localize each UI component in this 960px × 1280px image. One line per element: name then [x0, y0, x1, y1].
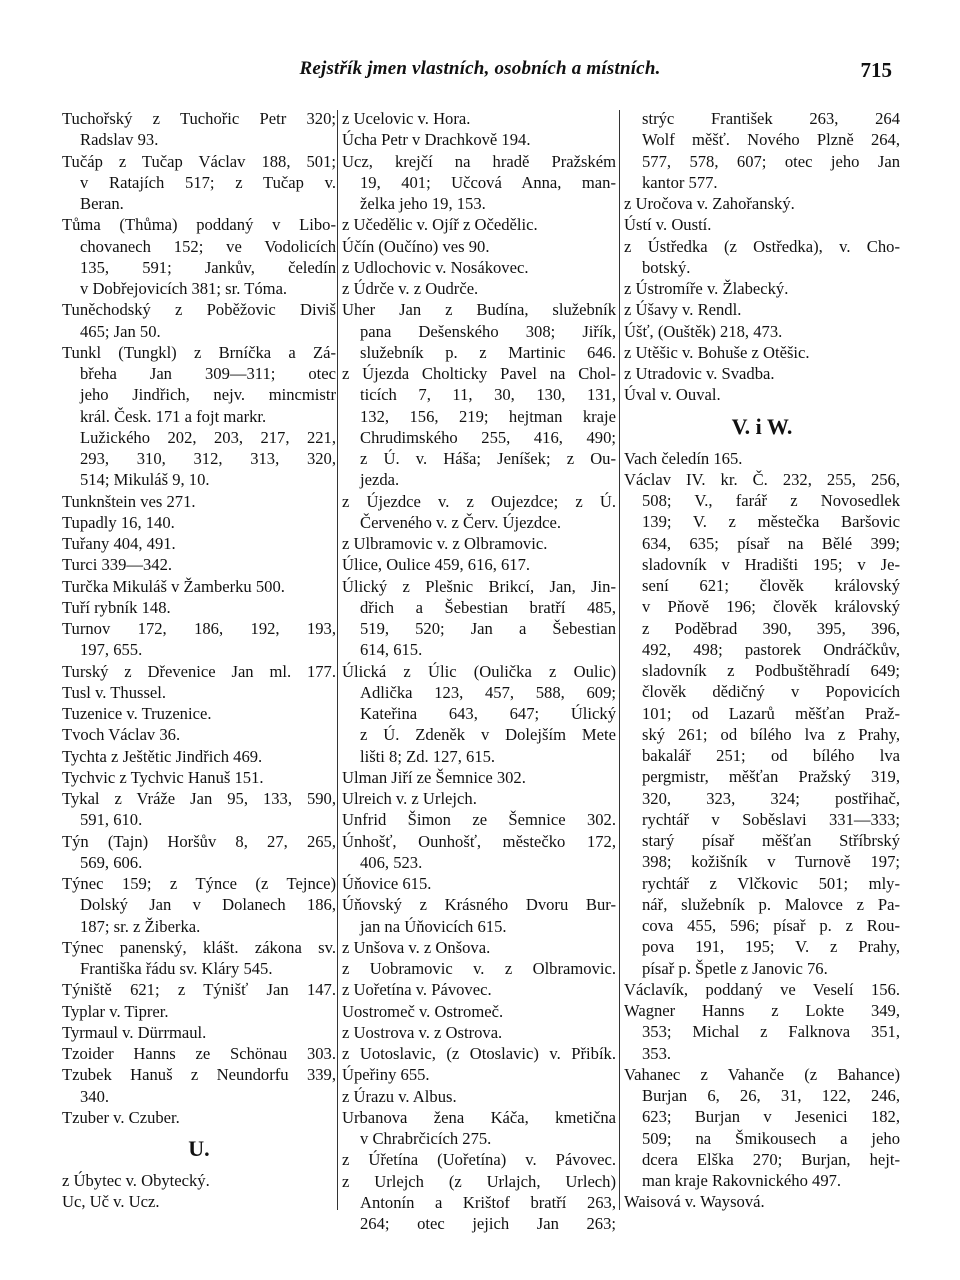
page-number: 715	[860, 58, 892, 82]
index-entry-continuation: želka jeho 19, 153.	[360, 194, 486, 213]
index-entry-continuation: 569, 606.	[80, 852, 143, 872]
index-entry-continuation: v Ratajích 517; z Tučap v.	[80, 172, 336, 192]
index-entry: z Utěšic v. Bohuše z Otěšic.	[624, 342, 810, 362]
index-entry-continuation: služebník p. z Martinic 646.	[360, 342, 616, 362]
index-entry-continuation: člověk dědičný v Popovicích	[642, 682, 900, 702]
index-entry-continuation: 634, 635; písař na Bělé 399;	[642, 533, 900, 553]
index-entry: Turci 339—342.	[62, 555, 173, 575]
index-entry: Václav IV. kr. Č. 232, 255, 256,	[624, 469, 900, 489]
index-entry: Tupadly 16, 140.	[62, 512, 175, 532]
index-entry: Turnov 172, 186, 192, 193,	[62, 619, 336, 638]
index-entry: Tůma (Thůma) poddaný v Libo-	[62, 215, 336, 235]
index-entry-continuation: man kraje Rakovnického 497.	[642, 1171, 842, 1190]
index-entry-continuation: 465; Jan 50.	[80, 321, 161, 341]
index-entry-continuation: 135, 591; Jankův, čeledín	[80, 257, 336, 277]
index-entry: Waisová v. Waysová.	[624, 1192, 765, 1212]
index-entry-continuation: Františka řádu sv. Kláry 545.	[80, 959, 273, 978]
index-entry: z Uobramovic v. z Olbramovic.	[342, 959, 616, 978]
index-entry-continuation: jezda.	[360, 470, 400, 490]
index-entry-continuation: strýc František 263, 264	[642, 109, 900, 128]
index-entry: Tusl v. Thussel.	[62, 682, 167, 702]
index-entry-continuation: 264; otec jejich Jan 263;	[360, 1214, 616, 1233]
index-entry: Turčka Mikuláš v Žamberku 500.	[62, 576, 285, 596]
index-entry-continuation: 519, 520; Jan a Šebestian	[360, 619, 616, 638]
index-entry-continuation: v Dobřejovicích 381; sr. Tóma.	[80, 279, 288, 298]
index-entry: z Újezdce v. z Oujezdce; z Ú.	[342, 491, 616, 511]
index-entry: Uostromeč v. Ostromeč.	[342, 1001, 504, 1021]
index-entry: Úňovský z Krásného Dvoru Bur-	[342, 895, 616, 915]
running-title: Rejstřík jmen vlastních, osobních a místních.	[299, 58, 661, 79]
index-entry: Úpeřiny 655.	[342, 1065, 430, 1085]
index-entry-continuation: 340.	[80, 1086, 110, 1106]
index-entry: Úlice, Oulice 459, 616, 617.	[342, 555, 531, 575]
index-entry: Tyrmaul v. Dürrmaul.	[62, 1022, 207, 1042]
index-entry: Tuněchodský z Poběžovic Diviš	[62, 300, 336, 320]
index-entry: Týniště 621; z Týnišť Jan 147.	[62, 980, 336, 1000]
index-entry-continuation: Dolský Jan v Dolanech 186,	[80, 895, 336, 915]
index-entry-continuation: 577, 578, 607; otec jeho Jan	[642, 151, 900, 171]
index-entry-continuation: 139; V. z městečka Baršovic	[642, 512, 900, 532]
index-entry: Tuří rybník 148.	[62, 597, 171, 617]
index-entry: Uher Jan z Budína, služebník	[342, 300, 616, 320]
index-entry: Vahanec z Vahanče (z Bahance)	[624, 1064, 900, 1084]
index-entry: Úšť, (Ouštěk) 218, 473.	[624, 321, 783, 341]
index-entry-continuation: 406, 523.	[360, 852, 423, 872]
index-entry: Únhošť, Ounhošť, městečko 172,	[342, 831, 616, 851]
index-entry: Úval v. Ouval.	[624, 385, 721, 405]
index-entry: Týnec panenský, klášt. zákona sv.	[62, 937, 336, 957]
index-entry: z Učedělic v. Ojíř z Očedělic.	[342, 215, 538, 235]
index-entry: z Ucelovic v. Hora.	[342, 109, 471, 128]
index-entry: z Úbytec v. Obytecký.	[62, 1171, 210, 1190]
index-entry: Tzuber v. Czuber.	[62, 1107, 180, 1127]
index-entry-continuation: rychtář v Soběslavi 331—333;	[642, 809, 900, 829]
index-entry: Úlická z Úlic (Oulička z Oulic)	[342, 661, 616, 681]
index-entry: Tunknštein ves 271.	[62, 491, 196, 511]
index-entry: z Újezda Cholticky Pavel na Chol-	[342, 364, 616, 383]
index-entry-continuation: ticích 7, 11, 30, 130, 131,	[360, 385, 616, 405]
index-entry: Tuchořský z Tuchořic Petr 320;	[62, 109, 336, 128]
index-entry-continuation: 101; od Lazarů měšťan Praž-	[642, 703, 900, 723]
index-entry-continuation: Adlička 123, 457, 588, 609;	[360, 682, 616, 702]
index-entry-continuation: 132, 156, 219; hejtman kraje	[360, 406, 616, 426]
index-entry-continuation: Kateřina 643, 647; Úlický	[360, 704, 616, 723]
index-entry-continuation: pova 191, 195; V. z Prahy,	[642, 937, 900, 957]
index-entry-continuation: Beran.	[80, 194, 124, 213]
index-entry-continuation: sladovník z Podbuštěhradí 649;	[642, 661, 900, 680]
index-entry: Tučáp z Tučap Václav 188, 501;	[62, 151, 336, 171]
index-entry-continuation: botský.	[642, 257, 691, 277]
index-entry: Tvoch Václav 36.	[62, 725, 181, 745]
index-entry-continuation: Burjan 6, 26, 31, 122, 246,	[642, 1086, 900, 1105]
index-entry: Václavík, poddaný ve Veselí 156.	[624, 979, 900, 999]
index-entry-continuation: 293, 310, 312, 313, 320,	[80, 449, 336, 468]
index-entry: Účín (Oučíno) ves 90.	[342, 236, 490, 256]
index-entry-continuation: rychtář z Vlčkovic 501; mly-	[642, 873, 900, 893]
index-entry-continuation: jan na Úňovicích 615.	[360, 916, 507, 936]
index-entry: Úcha Petr v Drachkově 194.	[342, 130, 531, 150]
index-entry-continuation: cova 455, 596; písař p. z Rou-	[642, 916, 900, 935]
index-entry: Tychvic z Tychvic Hanuš 151.	[62, 767, 264, 787]
index-entry: z Utradovic v. Svadba.	[624, 364, 775, 383]
index-entry-continuation: Lužického 202, 203, 217, 221,	[80, 427, 336, 447]
index-entry-continuation: 398; kožišník v Turnově 197;	[642, 852, 900, 872]
index-entry: z Unšova v. z Onšova.	[342, 937, 491, 957]
index-entry-continuation: 623; Burjan v Jesenici 182,	[642, 1107, 900, 1127]
index-entry: Unfrid Šimon ze Šemnice 302.	[342, 810, 616, 830]
index-entry-continuation: dcera Elška 270; Burjan, hejt-	[642, 1149, 900, 1169]
index-entry-continuation: z Ú. v. Háša; Jeníšek; z Ou-	[360, 449, 616, 468]
index-entry: z Uostrova v. z Ostrova.	[342, 1022, 503, 1042]
index-entry: z Ulbramovic v. z Olbramovic.	[342, 534, 548, 553]
index-entry: Urbanova žena Káča, kmetična	[342, 1107, 616, 1127]
index-entry-continuation: břeha Jan 309—311; otec	[80, 364, 336, 383]
index-entry-continuation: 320, 323, 324; postřihač,	[642, 788, 900, 808]
index-entry-continuation: v Pňově 196; člověk královský	[642, 597, 900, 617]
index-entry: Tykal z Vráže Jan 95, 133, 590,	[62, 789, 336, 808]
index-entry-continuation: 508; V., farář z Novosedlek	[642, 491, 900, 510]
index-entry-continuation: dřich a Šebestian bratří 485,	[360, 597, 616, 617]
index-entry: z Urlejch (z Urlajch, Urlech)	[342, 1171, 616, 1191]
index-entry: Typlar v. Tiprer.	[62, 1001, 169, 1021]
index-entry-continuation: Antonín a Krištof bratří 263,	[360, 1192, 616, 1212]
index-entry-continuation: Wolf měšť. Nového Plzně 264,	[642, 130, 900, 150]
index-entry: z Úrazu v. Albus.	[342, 1086, 457, 1106]
index-column-3	[624, 108, 900, 1280]
index-entry-continuation: pergmistr, měšťan Pražský 319,	[642, 767, 900, 787]
index-entry: Tychta z Ještětic Jindřich 469.	[62, 746, 263, 766]
index-entry: Tuřany 404, 491.	[62, 534, 176, 553]
index-entry: z Udlochovic v. Nosákovec.	[342, 257, 529, 277]
index-entry: Uc, Uč v. Ucz.	[62, 1192, 160, 1212]
index-entry: z Údrče v. z Oudrče.	[342, 279, 479, 298]
index-entry-continuation: 353.	[642, 1043, 672, 1063]
index-entry-continuation: sladovník v Hradišti 195; v Je-	[642, 554, 900, 574]
index-entry-continuation: 19, 401; Učcová Anna, man-	[360, 172, 616, 192]
index-entry: Týn (Tajn) Horšův 8, 27, 265,	[62, 831, 336, 851]
index-entry-continuation: sení 621; člověk královský	[642, 576, 900, 595]
index-entry-continuation: jeho Jindřich, nejv. mincmistr	[80, 385, 336, 405]
index-entry: z Uročova v. Zahořanský.	[624, 194, 795, 213]
index-entry-continuation: kantor 577.	[642, 172, 718, 192]
index-entry: Tuzenice v. Truzenice.	[62, 704, 212, 723]
index-entry-continuation: pana Dešenského 308; Jiřík,	[360, 321, 616, 341]
index-entry-continuation: král. Česk. 171 a fojt markr.	[80, 406, 267, 426]
index-entry-continuation: chovanech 152; ve Vodolicích	[80, 236, 336, 256]
index-entry: Turský z Dřevenice Jan ml. 177.	[62, 661, 336, 681]
index-entry: Týnec 159; z Týnce (z Tejnce)	[62, 874, 336, 893]
index-entry-continuation: z Ú. Zdeněk v Dolejším Mete	[360, 725, 616, 745]
index-entry: Ulreich v. z Urlejch.	[342, 789, 477, 808]
index-entry: Ústí v. Oustí.	[624, 215, 712, 235]
index-entry: z Ústromíře v. Žlabecký.	[624, 279, 789, 298]
page-header	[62, 58, 898, 90]
index-entry: z Uořetína v. Pávovec.	[342, 980, 492, 1000]
index-entry-continuation: nář, služebník p. Malovce z Pa-	[642, 894, 900, 914]
section-letter-heading: U.	[188, 1136, 210, 1161]
index-entry-continuation: 353; Michal z Falknova 351,	[642, 1022, 900, 1042]
index-entry-continuation: starý písař měšťan Stříbrský	[642, 831, 900, 850]
index-column-1	[62, 108, 336, 1280]
index-entry-continuation: 591, 610.	[80, 810, 143, 830]
section-letter-heading: V. i W.	[731, 413, 793, 439]
index-entry-continuation: 509; na Šmikousech a jeho	[642, 1128, 900, 1148]
index-entry-continuation: lišti 8; Zd. 127, 615.	[360, 746, 496, 766]
index-entry: Úlický z Plešnic Brikcí, Jan, Jin-	[342, 576, 616, 596]
index-entry: z Uotoslavic, (z Otoslavic) v. Přibík.	[342, 1044, 616, 1063]
index-entry-continuation: 492, 498; pastorek Ondráčkův,	[642, 639, 900, 659]
index-entry-continuation: ský 261; od bílého lva z Prahy,	[642, 724, 900, 744]
index-entry: Tunkl (Tungkl) z Brníčka a Zá-	[62, 342, 336, 362]
index-entry-continuation: 187; sr. z Žiberka.	[80, 916, 201, 936]
index-entry-continuation: v Chrabrčicích 275.	[360, 1129, 492, 1148]
index-entry-continuation: 197, 655.	[80, 640, 143, 660]
index-entry-continuation: z Poděbrad 390, 395, 396,	[642, 618, 900, 638]
index-entry: Ucz, krejčí na hradě Pražském	[342, 151, 616, 171]
index-entry-continuation: bakalář 251; od bílého lva	[642, 746, 900, 765]
index-entry: Tzubek Hanuš z Neundorfu 339,	[62, 1065, 336, 1085]
index-entry-continuation: Červeného v. z Červ. Újezdce.	[360, 512, 562, 532]
index-entry-continuation: 514; Mikuláš 9, 10.	[80, 470, 210, 490]
column-divider	[619, 110, 620, 1210]
index-entry: Vach čeledín 165.	[624, 448, 743, 468]
index-entry: Úňovice 615.	[342, 874, 432, 893]
index-entry: Tzoider Hanns ze Schönau 303.	[62, 1044, 336, 1063]
index-entry: Ulman Jiří ze Šemnice 302.	[342, 767, 526, 787]
index-entry-continuation: Chrudimského 255, 416, 490;	[360, 427, 616, 447]
column-divider	[337, 110, 338, 1210]
index-entry-continuation: 614, 615.	[360, 640, 423, 660]
index-entry: Wagner Hanns z Lokte 349,	[624, 1001, 900, 1020]
index-entry: z Ústředka (z Ostředka), v. Cho-	[624, 236, 900, 256]
index-entry: z Úšavy v. Rendl.	[624, 300, 742, 320]
index-entry: z Úřetína (Uořetína) v. Pávovec.	[342, 1150, 616, 1170]
index-entry-continuation: Radslav 93.	[80, 130, 159, 150]
index-entry-continuation: písař p. Špetle z Janovic 76.	[642, 958, 828, 978]
index-column-2	[342, 108, 616, 1280]
